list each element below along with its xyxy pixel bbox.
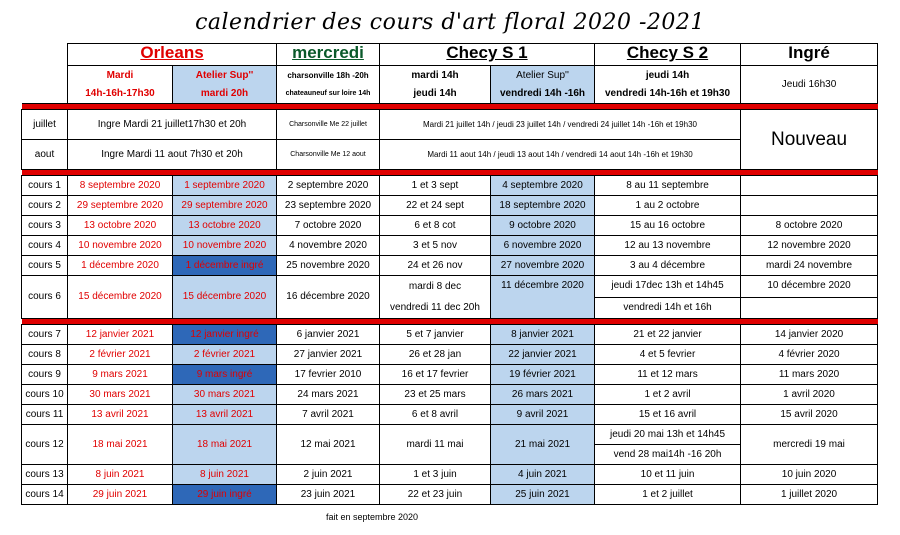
table-row: vendredi 14h et 16h (22, 297, 878, 319)
aout-checy: Mardi 11 aout 14h / jeudi 13 aout 14h / vendredi 14 aout 14h -16h et 19h30 (380, 140, 741, 170)
sub-checy1-sup: Atelier Sup'' vendredi 14h -16h (491, 66, 595, 104)
table-row: cours 1 8 septembre 2020 1 septembre 2020 2 septembre 2020 1 et 3 sept 4 septembre 2020 8 au 11 septembre (22, 176, 878, 196)
table-row: cours 8 2 février 2021 2 février 2021 27 janvier 2021 26 et 28 jan 22 janvier 2021 4 et 5 fevrier 4 février 2020 (22, 345, 878, 365)
sub-mercredi: charsonville 18h -20h chateauneuf sur loire 14h (277, 66, 380, 104)
table-row: cours 10 30 mars 2021 30 mars 2021 24 mars 2021 23 et 25 mars 26 mars 2021 1 et 2 avril 1 avril 2020 (22, 385, 878, 405)
corner-cell (22, 44, 68, 104)
row-label: aout (22, 140, 68, 170)
aout-mercredi: Charsonville Me 12 aout (277, 140, 380, 170)
footer-note: fait en septembre 2020 (326, 512, 419, 522)
sub-checy1-mardi: mardi 14h jeudi 14h (380, 66, 491, 104)
juillet-mercredi: Charsonville Me 22 juillet (277, 110, 380, 140)
nouveau-label: Nouveau (741, 110, 878, 170)
summer-row-juillet (22, 110, 878, 140)
table-row: cours 2 29 septembre 2020 29 septembre 2020 23 septembre 2020 22 et 24 sept 18 septembre 2020 1 au 2 octobre (22, 196, 878, 216)
table-row: cours 13 8 juin 2021 8 juin 2021 2 juin 2021 1 et 3 juin 4 juin 2021 10 et 11 juin 10 juin 2020 (22, 465, 878, 485)
juillet-orleans: Ingre Mardi 21 juillet17h30 et 20h (68, 110, 277, 140)
page-title: calendrier des cours d'art floral 2020 -2021 (195, 10, 705, 35)
table-row: cours 3 13 octobre 2020 13 octobre 2020 7 octobre 2020 6 et 8 cot 9 octobre 2020 15 au 16 octobre 8 octobre 2020 (22, 216, 878, 236)
table-row: vend 28 mai14h -16 20h (22, 445, 878, 465)
table-row: cours 9 9 mars 2021 9 mars ingré 17 fevrier 2010 16 et 17 fevrier 19 février 2021 11 et 12 mars 11 mars 2020 (22, 365, 878, 385)
table-row: cours 7 12 janvier 2021 12 janvier ingré 6 janvier 2021 5 et 7 janvier 8 janvier 2021 21 et 22 janvier 14 janvier 2020 (22, 325, 878, 345)
table-row: cours 11 13 avril 2021 13 avril 2021 7 avril 2021 6 et 8 avril 9 avril 2021 15 et 16 avril 15 avril 2020 (22, 405, 878, 425)
sub-orleans-mardi: Mardi 14h-16h-17h30 (68, 66, 173, 104)
table-row: cours 4 10 novembre 2020 10 novembre 2020 4 novembre 2020 3 et 5 nov 6 novembre 2020 12 au 13 novembre 12 novembre 2020 (22, 236, 878, 256)
table-row: cours 6 15 décembre 2020 15 décembre 2020 16 décembre 2020 mardi 8 dec vendredi 11 dec 20h 11 décembre 2020 jeudi 17dec 13h et 14h45 10 décembre 2020 (22, 276, 878, 298)
aout-orleans: Ingre Mardi 11 aout 7h30 et 20h (68, 140, 277, 170)
table-row: cours 5 1 décembre 2020 1 décembre ingré 25 novembre 2020 24 et 26 nov 27 novembre 2020 3 au 4 décembre mardi 24 novembre (22, 256, 878, 276)
header-checy-s1: Checy S 1 (380, 44, 595, 66)
header-orleans: Orleans (68, 44, 277, 66)
sub-ingre: Jeudi 16h30 (741, 66, 878, 104)
header-mercredi: mercredi (277, 44, 380, 66)
table-row: cours 14 29 juin 2021 29 juin ingré 23 juin 2021 22 et 23 juin 25 juin 2021 1 et 2 juillet 1 juillet 2020 (22, 485, 878, 505)
table-row: cours 12 18 mai 2021 18 mai 2021 12 mai 2021 mardi 11 mai 21 mai 2021 jeudi 20 mai 13h et 14h45 mercredi 19 mai (22, 425, 878, 445)
subheader-row (22, 66, 878, 104)
header-checy-s2: Checy S 2 (595, 44, 741, 66)
calendar-table (21, 43, 878, 505)
header-row (22, 44, 878, 66)
sub-orleans-sup: Atelier Sup'' mardi 20h (173, 66, 277, 104)
row-label: juillet (22, 110, 68, 140)
sub-checy2: jeudi 14h vendredi 14h-16h et 19h30 (595, 66, 741, 104)
juillet-checy: Mardi 21 juillet 14h / jeudi 23 juillet 14h / vendredi 24 juillet 14h -16h et 19h30 (380, 110, 741, 140)
header-ingre: Ingré (741, 44, 878, 66)
